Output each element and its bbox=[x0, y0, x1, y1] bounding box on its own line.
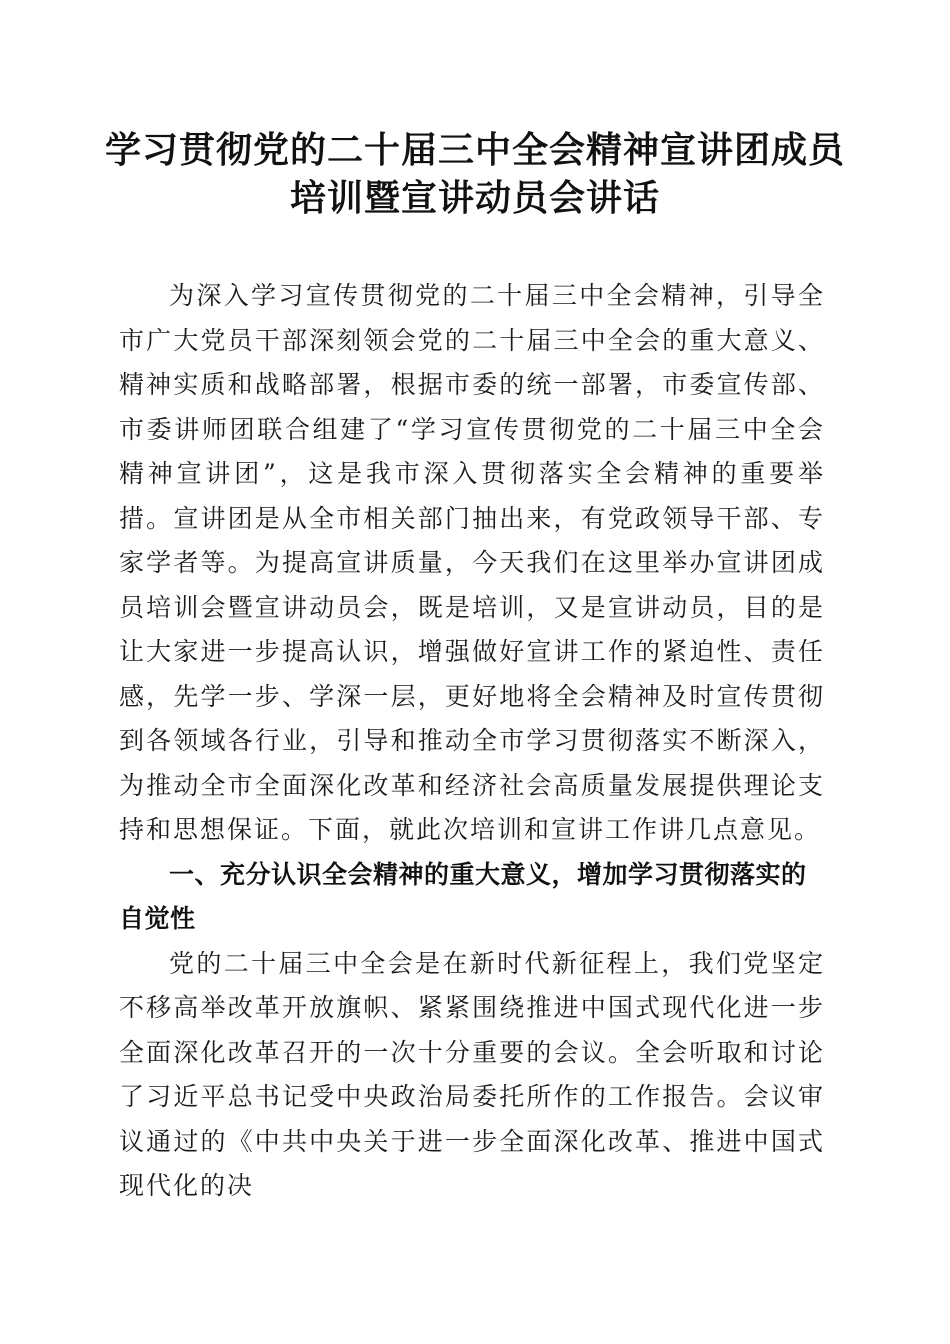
document-title bbox=[100, 126, 850, 222]
section-heading-1: 一、充分认识全会精神的重大意义，增加学习贯彻落实的自觉性 bbox=[119, 859, 807, 933]
title-line-1: 学习贯彻党的二十届三中全会精神宣讲团成员 bbox=[104, 129, 845, 171]
intro-paragraph: 为深入学习宣传贯彻党的二十届三中全会精神，引导全市广大党员干部深刻领会党的二十届三中全会的重大意义、精神实质和战略部署，根据市委的统一部署，市委宣传部、市委讲师团联合组建了“学习宣传贯彻党的二十届三中全会精神宣讲团”，这是我市深入贯彻落实全会精神的重要举措。宣讲团是从全市相关部门抽出来，有党政领导干部、专家学者等。为提高宣讲质量，今天我们在这里举办宣讲团成员培训会暨宣讲动员会，既是培训，又是宣讲动员，目的是让大家进一步提高认识，增强做好宣讲工作的紧迫性、责任感，先学一步、学深一层，更好地将全会精神及时宣传贯彻到各领域各行业，引导和推动全市学习贯彻落实不断深入，为推动全市全面深化改革和经济社会高质量发展提供理论支持和思想保证。下面，就此次培训和宣讲工作讲几点意见。 bbox=[119, 281, 825, 844]
title-line-2: 培训暨宣讲动员会讲话 bbox=[289, 177, 660, 219]
document-body bbox=[119, 274, 825, 1209]
section-1-paragraph: 党的二十届三中全会是在新时代新征程上，我们党坚定不移高举改革开放旗帜、紧紧围绕推进中国式现代化进一步全面深化改革召开的一次十分重要的会议。全会听取和讨论了习近平总书记受中央政治局委托所作的工作报告。会议审议通过的《中共中央关于进一步全面深化改革、推进中国式现代化的决 bbox=[119, 948, 825, 1200]
